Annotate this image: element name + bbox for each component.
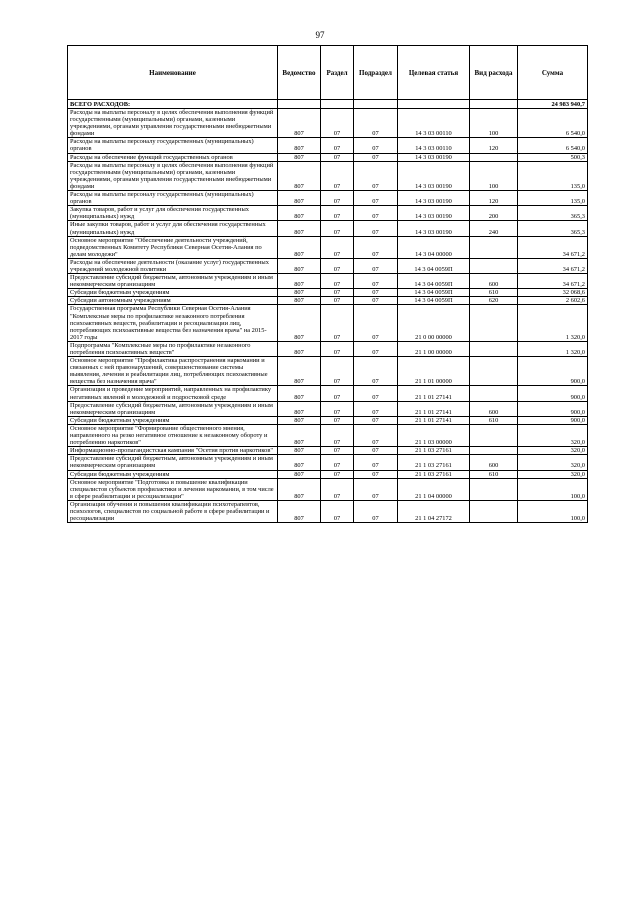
cell-subsection: 07 bbox=[354, 138, 398, 153]
cell-dept: 807 bbox=[278, 161, 321, 190]
cell-dept: 807 bbox=[278, 221, 321, 236]
table-header-row bbox=[68, 46, 588, 100]
cell-sum: 320,0 bbox=[518, 455, 588, 470]
cell-exptype bbox=[470, 341, 518, 356]
cell-section: 07 bbox=[321, 341, 354, 356]
cell-sum: 900,0 bbox=[518, 386, 588, 401]
header-dept: Ведомство bbox=[278, 46, 321, 100]
cell-dept: 807 bbox=[278, 109, 321, 138]
cell-exptype: 120 bbox=[470, 138, 518, 153]
total-row bbox=[68, 100, 588, 109]
cell-sum: 320,0 bbox=[518, 470, 588, 478]
cell-sum: 32 068,6 bbox=[518, 289, 588, 297]
cell-target: 14 3 04 0059П bbox=[398, 274, 470, 289]
cell-section: 07 bbox=[321, 357, 354, 386]
cell-dept: 807 bbox=[278, 341, 321, 356]
cell-sum: 365,3 bbox=[518, 221, 588, 236]
page-number: 97 bbox=[315, 30, 325, 40]
cell-dept: 807 bbox=[278, 478, 321, 500]
cell-exptype: 610 bbox=[470, 470, 518, 478]
cell-subsection: 07 bbox=[354, 478, 398, 500]
cell-section: 07 bbox=[321, 206, 354, 221]
cell-sum: 135,0 bbox=[518, 161, 588, 190]
cell-target: 21 0 00 00000 bbox=[398, 305, 470, 341]
table-row bbox=[68, 153, 588, 161]
cell-name: Субсидии бюджетным учреждениям bbox=[68, 289, 278, 297]
table-row bbox=[68, 138, 588, 153]
cell-target: 14 3 04 0059П bbox=[398, 297, 470, 305]
cell-target: 21 1 03 27161 bbox=[398, 455, 470, 470]
expenditure-table bbox=[67, 45, 588, 523]
header-name: Наименование bbox=[68, 46, 278, 100]
table-row bbox=[68, 500, 588, 522]
cell-sum: 100,0 bbox=[518, 500, 588, 522]
cell-exptype: 600 bbox=[470, 274, 518, 289]
table-row bbox=[68, 416, 588, 424]
cell-sum: 34 671,2 bbox=[518, 236, 588, 258]
cell-sum: 135,0 bbox=[518, 191, 588, 206]
cell-sum: 320,0 bbox=[518, 424, 588, 446]
cell-dept: 807 bbox=[278, 289, 321, 297]
cell-subsection: 07 bbox=[354, 161, 398, 190]
cell-target: 14 3 03 00190 bbox=[398, 161, 470, 190]
cell-subsection: 07 bbox=[354, 236, 398, 258]
cell-name: Расходы на обеспечение функций государственных органов bbox=[68, 153, 278, 161]
cell-target: 21 1 01 27141 bbox=[398, 386, 470, 401]
table-row bbox=[68, 221, 588, 236]
cell-target: 21 1 01 00000 bbox=[398, 357, 470, 386]
table-row bbox=[68, 297, 588, 305]
total-empty bbox=[398, 100, 470, 109]
cell-dept: 807 bbox=[278, 401, 321, 416]
cell-exptype bbox=[470, 500, 518, 522]
cell-exptype: 600 bbox=[470, 401, 518, 416]
cell-exptype bbox=[470, 153, 518, 161]
cell-subsection: 07 bbox=[354, 424, 398, 446]
cell-exptype: 240 bbox=[470, 221, 518, 236]
cell-dept: 807 bbox=[278, 470, 321, 478]
cell-target: 21 1 03 00000 bbox=[398, 424, 470, 446]
header-sum: Сумма bbox=[518, 46, 588, 100]
cell-dept: 807 bbox=[278, 153, 321, 161]
cell-exptype bbox=[470, 357, 518, 386]
table-row bbox=[68, 401, 588, 416]
cell-name: Расходы на выплаты персоналу в целях обеспечения выполнения функций государственными (муниципальными) органами, казенными учреждениями, органами управления государственными внебюджетными фондами bbox=[68, 109, 278, 138]
cell-section: 07 bbox=[321, 153, 354, 161]
cell-target: 21 1 03 27161 bbox=[398, 470, 470, 478]
cell-target: 21 1 03 27161 bbox=[398, 447, 470, 455]
cell-name: Иные закупки товаров, работ и услуг для обеспечения государственных (муниципальных) нужд bbox=[68, 221, 278, 236]
cell-sum: 34 671,2 bbox=[518, 274, 588, 289]
cell-section: 07 bbox=[321, 274, 354, 289]
total-empty bbox=[321, 100, 354, 109]
cell-section: 07 bbox=[321, 478, 354, 500]
cell-exptype: 120 bbox=[470, 191, 518, 206]
cell-section: 07 bbox=[321, 401, 354, 416]
cell-name: Государственная программа Республики Северная Осетия-Алания "Комплексные меры по профилактике незаконного потребления психоактивных веществ, реабилитации и ресоциализации лиц, потребляющих психоактивные вещества без назначения врача" на 2015-2017 годы bbox=[68, 305, 278, 341]
table-row bbox=[68, 470, 588, 478]
cell-name: Предоставление субсидий бюджетным, автономным учреждениям и иным некоммерческим организациям bbox=[68, 274, 278, 289]
cell-name: Организация обучения и повышения квалификации психотерапевтов, психологов, специалистов по социальной работе в сфере реабилитации и ресоциализации bbox=[68, 500, 278, 522]
cell-dept: 807 bbox=[278, 416, 321, 424]
cell-dept: 807 bbox=[278, 305, 321, 341]
cell-exptype: 620 bbox=[470, 297, 518, 305]
cell-sum: 320,0 bbox=[518, 447, 588, 455]
cell-dept: 807 bbox=[278, 274, 321, 289]
cell-subsection: 07 bbox=[354, 109, 398, 138]
cell-name: Субсидии автономным учреждениям bbox=[68, 297, 278, 305]
cell-section: 07 bbox=[321, 191, 354, 206]
header-section: Раздел bbox=[321, 46, 354, 100]
cell-subsection: 07 bbox=[354, 470, 398, 478]
cell-exptype: 100 bbox=[470, 161, 518, 190]
cell-name: Предоставление субсидий бюджетным, автономным учреждениям и иным некоммерческим организациям bbox=[68, 401, 278, 416]
cell-dept: 807 bbox=[278, 386, 321, 401]
total-label: ВСЕГО РАСХОДОВ: bbox=[68, 100, 278, 109]
cell-sum: 1 320,0 bbox=[518, 341, 588, 356]
table-row bbox=[68, 478, 588, 500]
cell-exptype: 610 bbox=[470, 416, 518, 424]
total-empty bbox=[354, 100, 398, 109]
cell-section: 07 bbox=[321, 236, 354, 258]
cell-dept: 807 bbox=[278, 236, 321, 258]
header-exptype: Вид расхода bbox=[470, 46, 518, 100]
table-row bbox=[68, 305, 588, 341]
cell-subsection: 07 bbox=[354, 455, 398, 470]
cell-section: 07 bbox=[321, 138, 354, 153]
cell-sum: 900,0 bbox=[518, 357, 588, 386]
cell-exptype bbox=[470, 258, 518, 273]
cell-exptype bbox=[470, 424, 518, 446]
cell-section: 07 bbox=[321, 424, 354, 446]
cell-exptype: 100 bbox=[470, 109, 518, 138]
cell-dept: 807 bbox=[278, 447, 321, 455]
cell-section: 07 bbox=[321, 221, 354, 236]
cell-exptype: 600 bbox=[470, 455, 518, 470]
table-body bbox=[68, 100, 588, 523]
cell-name: Информационно-пропагандистская кампания "Осетия против наркотиков" bbox=[68, 447, 278, 455]
cell-target: 21 1 04 00000 bbox=[398, 478, 470, 500]
cell-name: Расходы на выплаты персоналу государственных (муниципальных) органов bbox=[68, 138, 278, 153]
cell-target: 14 3 03 00190 bbox=[398, 153, 470, 161]
cell-target: 21 1 01 27141 bbox=[398, 401, 470, 416]
cell-subsection: 07 bbox=[354, 341, 398, 356]
cell-subsection: 07 bbox=[354, 305, 398, 341]
cell-section: 07 bbox=[321, 447, 354, 455]
cell-section: 07 bbox=[321, 455, 354, 470]
cell-name: Основное мероприятие "Обеспечение деятельности учреждений, подведомственных Комитету Республики Северная Осетия-Алания по делам молодежи" bbox=[68, 236, 278, 258]
cell-dept: 807 bbox=[278, 500, 321, 522]
cell-dept: 807 bbox=[278, 455, 321, 470]
cell-subsection: 07 bbox=[354, 357, 398, 386]
cell-dept: 807 bbox=[278, 191, 321, 206]
total-sum: 24 983 940,7 bbox=[518, 100, 588, 109]
cell-subsection: 07 bbox=[354, 206, 398, 221]
cell-section: 07 bbox=[321, 289, 354, 297]
cell-exptype: 610 bbox=[470, 289, 518, 297]
cell-sum: 365,3 bbox=[518, 206, 588, 221]
total-empty bbox=[470, 100, 518, 109]
cell-dept: 807 bbox=[278, 138, 321, 153]
cell-name: Расходы на обеспечение деятельности (оказание услуг) государственных учреждений молодежной политики bbox=[68, 258, 278, 273]
cell-dept: 807 bbox=[278, 258, 321, 273]
cell-sum: 34 671,2 bbox=[518, 258, 588, 273]
cell-target: 14 3 04 0059П bbox=[398, 258, 470, 273]
cell-sum: 900,0 bbox=[518, 416, 588, 424]
cell-subsection: 07 bbox=[354, 258, 398, 273]
cell-target: 14 3 03 00190 bbox=[398, 191, 470, 206]
table-row bbox=[68, 424, 588, 446]
cell-subsection: 07 bbox=[354, 153, 398, 161]
table-row bbox=[68, 341, 588, 356]
table-row bbox=[68, 258, 588, 273]
cell-subsection: 07 bbox=[354, 401, 398, 416]
header-subsection: Подраздел bbox=[354, 46, 398, 100]
table-row bbox=[68, 386, 588, 401]
cell-dept: 807 bbox=[278, 424, 321, 446]
table-row bbox=[68, 274, 588, 289]
cell-exptype bbox=[470, 236, 518, 258]
table-row bbox=[68, 455, 588, 470]
cell-sum: 6 540,0 bbox=[518, 138, 588, 153]
cell-name: Организация и проведение мероприятий, направленных на профилактику негативных явлений в молодежной и подростковой среде bbox=[68, 386, 278, 401]
table-row bbox=[68, 357, 588, 386]
cell-subsection: 07 bbox=[354, 297, 398, 305]
cell-subsection: 07 bbox=[354, 416, 398, 424]
cell-subsection: 07 bbox=[354, 191, 398, 206]
cell-target: 14 3 03 00110 bbox=[398, 109, 470, 138]
cell-name: Расходы на выплаты персоналу государственных (муниципальных) органов bbox=[68, 191, 278, 206]
cell-name: Субсидии бюджетным учреждениям bbox=[68, 416, 278, 424]
cell-name: Субсидии бюджетным учреждениям bbox=[68, 470, 278, 478]
cell-exptype bbox=[470, 386, 518, 401]
cell-dept: 807 bbox=[278, 297, 321, 305]
cell-sum: 6 540,0 bbox=[518, 109, 588, 138]
cell-dept: 807 bbox=[278, 206, 321, 221]
cell-target: 14 3 03 00110 bbox=[398, 138, 470, 153]
cell-section: 07 bbox=[321, 305, 354, 341]
table-row bbox=[68, 289, 588, 297]
total-empty bbox=[278, 100, 321, 109]
header-target: Целевая статья bbox=[398, 46, 470, 100]
cell-section: 07 bbox=[321, 470, 354, 478]
cell-target: 14 3 03 00190 bbox=[398, 206, 470, 221]
cell-section: 07 bbox=[321, 297, 354, 305]
cell-section: 07 bbox=[321, 500, 354, 522]
cell-subsection: 07 bbox=[354, 386, 398, 401]
cell-section: 07 bbox=[321, 258, 354, 273]
table-row bbox=[68, 109, 588, 138]
table-row bbox=[68, 161, 588, 190]
cell-section: 07 bbox=[321, 161, 354, 190]
table-row bbox=[68, 447, 588, 455]
cell-name: Основное мероприятие "Профилактика распространения наркомании и связанных с ней правонарушений, совершенствование системы выявления, лечения и реабилитации лиц, потребляющих психоактивные вещества без назначения врача" bbox=[68, 357, 278, 386]
cell-target: 14 3 04 0059П bbox=[398, 289, 470, 297]
cell-exptype: 200 bbox=[470, 206, 518, 221]
cell-section: 07 bbox=[321, 416, 354, 424]
cell-section: 07 bbox=[321, 386, 354, 401]
cell-target: 21 1 00 00000 bbox=[398, 341, 470, 356]
cell-name: Расходы на выплаты персоналу в целях обеспечения выполнения функций государственными (муниципальными) органами, казенными учреждениями, органами управления государственными внебюджетными фондами bbox=[68, 161, 278, 190]
cell-exptype bbox=[470, 478, 518, 500]
cell-exptype bbox=[470, 305, 518, 341]
cell-name: Основное мероприятие "Формирование общественного мнения, направленного на резко негативное отношение к незаконному обороту и потреблению наркотиков" bbox=[68, 424, 278, 446]
cell-subsection: 07 bbox=[354, 274, 398, 289]
table-row bbox=[68, 236, 588, 258]
cell-name: Основное мероприятие "Подготовка и повышение квалификации специалистов субъектов профилактики и лечения наркомании, в том числе в сфере реабилитации и ресоциализации" bbox=[68, 478, 278, 500]
cell-subsection: 07 bbox=[354, 289, 398, 297]
cell-sum: 1 320,0 bbox=[518, 305, 588, 341]
cell-sum: 2 602,6 bbox=[518, 297, 588, 305]
cell-name: Закупка товаров, работ и услуг для обеспечения государственных (муниципальных) нужд bbox=[68, 206, 278, 221]
cell-sum: 500,3 bbox=[518, 153, 588, 161]
cell-target: 14 3 04 00000 bbox=[398, 236, 470, 258]
table-row bbox=[68, 206, 588, 221]
cell-section: 07 bbox=[321, 109, 354, 138]
cell-sum: 100,0 bbox=[518, 478, 588, 500]
cell-exptype bbox=[470, 447, 518, 455]
cell-name: Предоставление субсидий бюджетным, автономным учреждениям и иным некоммерческим организациям bbox=[68, 455, 278, 470]
cell-subsection: 07 bbox=[354, 500, 398, 522]
cell-subsection: 07 bbox=[354, 221, 398, 236]
table-row bbox=[68, 191, 588, 206]
cell-target: 21 1 04 27172 bbox=[398, 500, 470, 522]
cell-target: 21 1 01 27141 bbox=[398, 416, 470, 424]
cell-name: Подпрограмма "Комплексные меры по профилактике незаконного потребления психоактивных веществ" bbox=[68, 341, 278, 356]
cell-target: 14 3 03 00190 bbox=[398, 221, 470, 236]
cell-subsection: 07 bbox=[354, 447, 398, 455]
cell-dept: 807 bbox=[278, 357, 321, 386]
cell-sum: 900,0 bbox=[518, 401, 588, 416]
